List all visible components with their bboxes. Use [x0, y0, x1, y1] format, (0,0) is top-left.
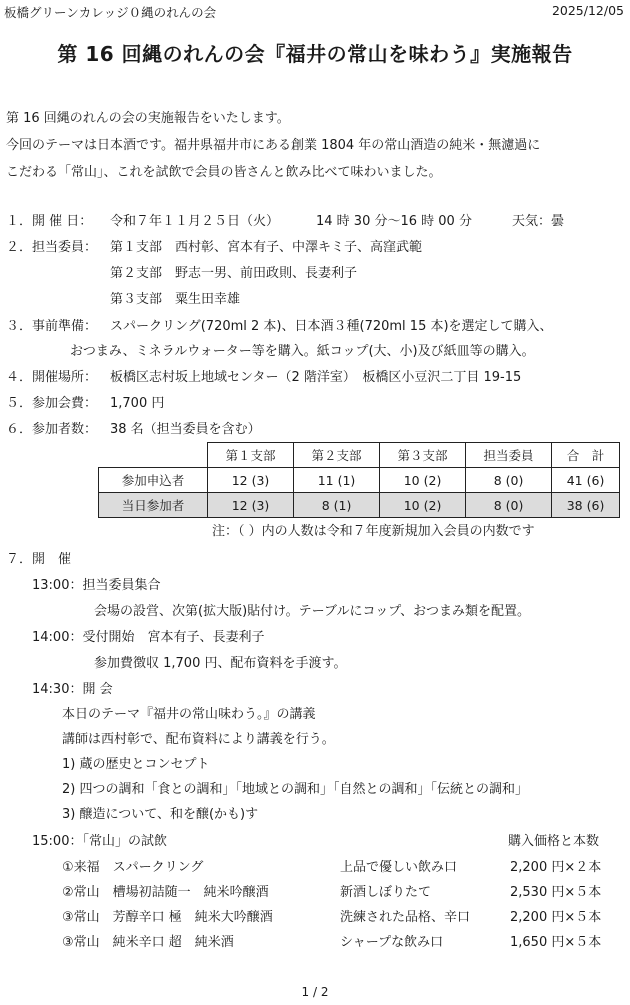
committee-branch-2: 第２支部 野志一男、前田政則、長妻利子 [110, 266, 358, 281]
column-header: 第１支部 [208, 443, 294, 468]
row-label: 参加申込者 [99, 468, 208, 493]
lecture-theme: 本日のテーマ『福井の常山味わう。』の講義 [62, 707, 316, 722]
attendance-table [98, 442, 620, 518]
table-cell: 10 (2) [380, 493, 466, 518]
item-1-label: １．開 催 日： [6, 214, 93, 229]
event-weather: 天気：曇 [512, 214, 565, 229]
lecture-topic: 3) 醸造について、和を醸(かも)す [62, 807, 259, 822]
drink-price: 2,200 円×５本 [510, 910, 602, 925]
table-row [99, 468, 620, 493]
schedule-1500: 15:00：「常山」の試飲 [32, 834, 167, 849]
committee-branch-1: 第１支部 西村彰、宮本有子、中澤キミ子、高窪武範 [110, 240, 423, 255]
table-cell: 10 (2) [380, 468, 466, 493]
section-7-label: ７．開 催 [6, 552, 72, 567]
schedule-1430: 14:30：開 会 [32, 682, 113, 697]
drink-price: 2,530 円×５本 [510, 885, 602, 900]
table-header-row [99, 443, 620, 468]
drink-name: ③常山 純米辛口 超 純米酒 [62, 935, 234, 950]
prep-line-2: おつまみ、ミネラルウォーター等を購入。紙コップ(大、小)及び紙皿等の購入。 [70, 344, 535, 359]
venue: 板橋区志村坂上地域センター（2 階洋室） 板橋区小豆沢二丁目 19-15 [110, 370, 522, 385]
drink-description: 上品で優しい飲み口 [340, 860, 458, 875]
schedule-1400-detail: 参加費徴収 1,700 円、配布資料を手渡す。 [94, 656, 347, 671]
column-header: 第２支部 [294, 443, 380, 468]
drink-name: ②常山 槽場初詰随一 純米吟醸酒 [62, 885, 269, 900]
drink-name: ①来福 スパークリング [62, 860, 204, 875]
prep-line-1: スパークリング(720ml 2 本)、日本酒３種(720ml 15 本)を選定して購入、 [110, 319, 553, 334]
item-6-label: ６．参加者数： [6, 422, 98, 437]
table-cell: 8 (1) [294, 493, 380, 518]
price-header: 購入価格と本数 [508, 834, 600, 849]
page-title: 第 16 回縄のれんの会『福井の常山を味わう』実施報告 [57, 42, 573, 66]
item-4-label: ４．開催場所： [6, 370, 98, 385]
participants-total: 38 名（担当委員を含む） [110, 422, 261, 437]
event-time: 14 時 30 分～16 時 00 分 [316, 214, 472, 229]
table-cell: 12 (3) [208, 493, 294, 518]
org-name: 板橋グリーンカレッジ０縄のれんの会 [4, 5, 217, 20]
lecture-topic: 1) 蔵の歴史とコンセプト [62, 757, 210, 772]
schedule-1300: 13:00：担当委員集合 [32, 578, 161, 593]
report-date: 2025/12/05 [551, 3, 624, 18]
drink-description: 洗練された品格、辛口 [340, 910, 471, 925]
item-3-label: ３．事前準備： [6, 319, 98, 334]
fee: 1,700 円 [110, 396, 165, 411]
table-cell: 41 (6) [552, 468, 620, 493]
column-header: 担当委員 [466, 443, 552, 468]
drink-price: 1,650 円×５本 [510, 935, 602, 950]
table-note: 注：（ ）内の人数は令和７年度新規加入会員の内数です [212, 524, 535, 539]
column-header: 合 計 [552, 443, 620, 468]
lecture-lecturer: 講師は西村彰で、配布資料により講義を行う。 [62, 732, 335, 747]
page-number: 1 / 2 [301, 985, 329, 999]
drink-name: ③常山 芳醇辛口 極 純米大吟醸酒 [62, 910, 273, 925]
table-cell: 8 (0) [466, 493, 552, 518]
table-cell: 12 (3) [208, 468, 294, 493]
row-label: 当日参加者 [99, 493, 208, 518]
lecture-topic: 2) 四つの調和「食との調和」「地域との調和」「自然との調和」「伝統との調和」 [62, 782, 528, 797]
table-row [99, 493, 620, 518]
column-header: 第３支部 [380, 443, 466, 468]
event-date: 令和７年１１月２５日（火） [110, 214, 280, 229]
committee-branch-3: 第３支部 粟生田幸雄 [110, 292, 241, 307]
item-2-label: ２．担当委員： [6, 240, 98, 255]
table-cell: 11 (1) [294, 468, 380, 493]
table-cell: 38 (6) [552, 493, 620, 518]
intro-line: 第 16 回縄のれんの会の実施報告をいたします。 [6, 111, 290, 126]
drink-price: 2,200 円×２本 [510, 860, 602, 875]
intro-line: こだわる「常山」、これを試飲で会員の皆さんと飲み比べて味わいました。 [6, 165, 442, 180]
table-corner [99, 443, 208, 468]
intro-line: 今回のテーマは日本酒です。福井県福井市にある創業 1804 年の常山酒造の純米・無濾過に [6, 138, 541, 153]
drink-description: 新酒しぼりたて [340, 885, 432, 900]
drink-description: シャープな飲み口 [340, 935, 444, 950]
table-cell: 8 (0) [466, 468, 552, 493]
schedule-1300-detail: 会場の設営、次第(拡大版)貼付け。テーブルにコップ、おつまみ類を配置。 [94, 604, 531, 619]
schedule-1400: 14:00：受付開始 宮本有子、長妻利子 [32, 630, 265, 645]
item-5-label: ５．参加会費： [6, 396, 98, 411]
